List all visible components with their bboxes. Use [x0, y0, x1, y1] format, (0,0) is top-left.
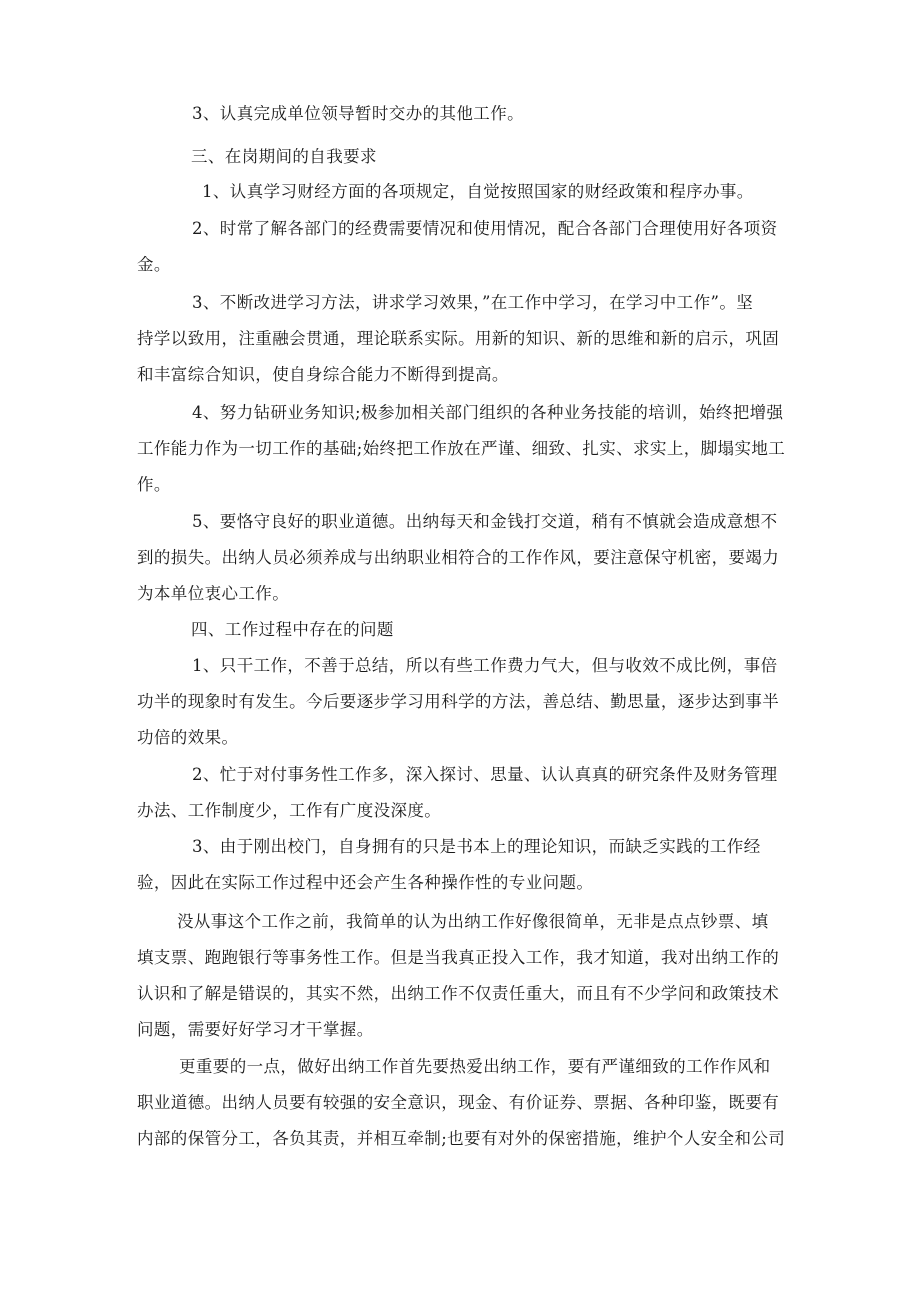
text-line: 内部的保管分工，各负其责，并相互牵制;也要有对外的保密措施，维护个人安全和公司 [137, 1129, 786, 1148]
text-line: 作。 [137, 475, 171, 494]
text-line: 3、认真完成单位领导暂时交办的其他工作。 [192, 104, 524, 123]
text-line: 5、要恪守良好的职业道德。出纳每天和金钱打交道，稍有不慎就会造成意想不 [192, 512, 778, 531]
text-line: 2、忙于对付事务性工作多，深入探讨、思量、认认真真的研究条件及财务管理 [192, 765, 778, 784]
paragraph-item-3-temporary-tasks [137, 96, 797, 132]
paragraph-problem-3 [137, 829, 797, 901]
text-line: 4、努力钻研业务知识;极参加相关部门组织的各种业务技能的培训，始终把增强 [192, 403, 784, 422]
text-line: 问题，需要好好学习才干掌握。 [137, 1020, 374, 1039]
text-line: 没从事这个工作之前，我简单的认为出纳工作好像很简单，无非是点点钞票、填 [177, 912, 769, 931]
text-line: 到的损失。出纳人员必须养成与出纳职业相符合的工作作风，要注意保守机密，要竭力 [137, 548, 780, 567]
paragraph-item-1-regulations [137, 174, 797, 210]
text-line: 1、认真学习财经方面的各项规定，自觉按照国家的财经政策和程序办事。 [202, 182, 754, 201]
section-heading-self-requirements [137, 139, 797, 175]
paragraph-item-5-ethics [137, 504, 797, 612]
paragraph-item-4-business-knowledge [137, 395, 797, 503]
text-line: 工作能力作为一切工作的基础;始终把工作放在严谨、细致、扎实、求实上，脚塌实地工 [137, 439, 786, 458]
section-heading-problems [137, 612, 797, 648]
text-line: 三、在岗期间的自我要求 [191, 147, 377, 166]
text-line: 四、工作过程中存在的问题 [191, 620, 394, 639]
text-line: 更重要的一点，做好出纳工作首先要热爱出纳工作，要有严谨细致的工作作风和 [179, 1057, 771, 1076]
text-line: 2、时常了解各部门的经费需要情况和使用情况，配合各部门合理使用好各项资 [192, 219, 778, 238]
paragraph-item-3-learning [137, 285, 797, 393]
text-line: 和丰富综合知识，使自身综合能力不断得到提高。 [137, 365, 509, 384]
paragraph-problem-1 [137, 648, 797, 756]
paragraph-problem-2 [137, 757, 797, 829]
text-line: 为本单位衷心工作。 [137, 584, 290, 603]
paragraph-reflection [137, 904, 797, 1048]
text-line: 认识和了解是错误的，其实不然，出纳工作不仅责任重大，而且有不少学问和政策技术 [137, 984, 780, 1003]
text-line: 1、只干工作，不善于总结，所以有些工作费力气大，但与收效不成比例，事倍 [192, 656, 778, 675]
text-line: 3、由于刚出校门，自身拥有的只是书本上的理论知识，而缺乏实践的工作经 [192, 837, 761, 856]
text-line: 办法、工作制度少，工作有广度没深度。 [137, 801, 442, 820]
paragraph-item-2-funding [137, 211, 797, 283]
text-line: 职业道德。出纳人员要有较强的安全意识，现金、有价证券、票据、各种印鉴，既要有 [137, 1093, 780, 1112]
paragraph-importance [137, 1049, 797, 1157]
text-line: 金。 [137, 255, 171, 274]
text-line: 功倍的效果。 [137, 728, 239, 747]
text-line: 验，因此在实际工作过程中还会产生各种操作性的专业问题。 [137, 873, 594, 892]
text-line: 3、不断改进学习方法，讲求学习效果，”在工作中学习，在学习中工作”。坚 [192, 293, 754, 312]
text-line: 持学以致用，注重融会贯通，理论联系实际。用新的知识、新的思维和新的启示，巩固 [137, 329, 780, 348]
text-line: 功半的现象时有发生。今后要逐步学习用科学的方法，善总结、勤思量，逐步达到事半 [137, 692, 780, 711]
text-line: 填支票、跑跑银行等事务性工作。但是当我真正投入工作，我才知道，我对出纳工作的 [137, 948, 780, 967]
